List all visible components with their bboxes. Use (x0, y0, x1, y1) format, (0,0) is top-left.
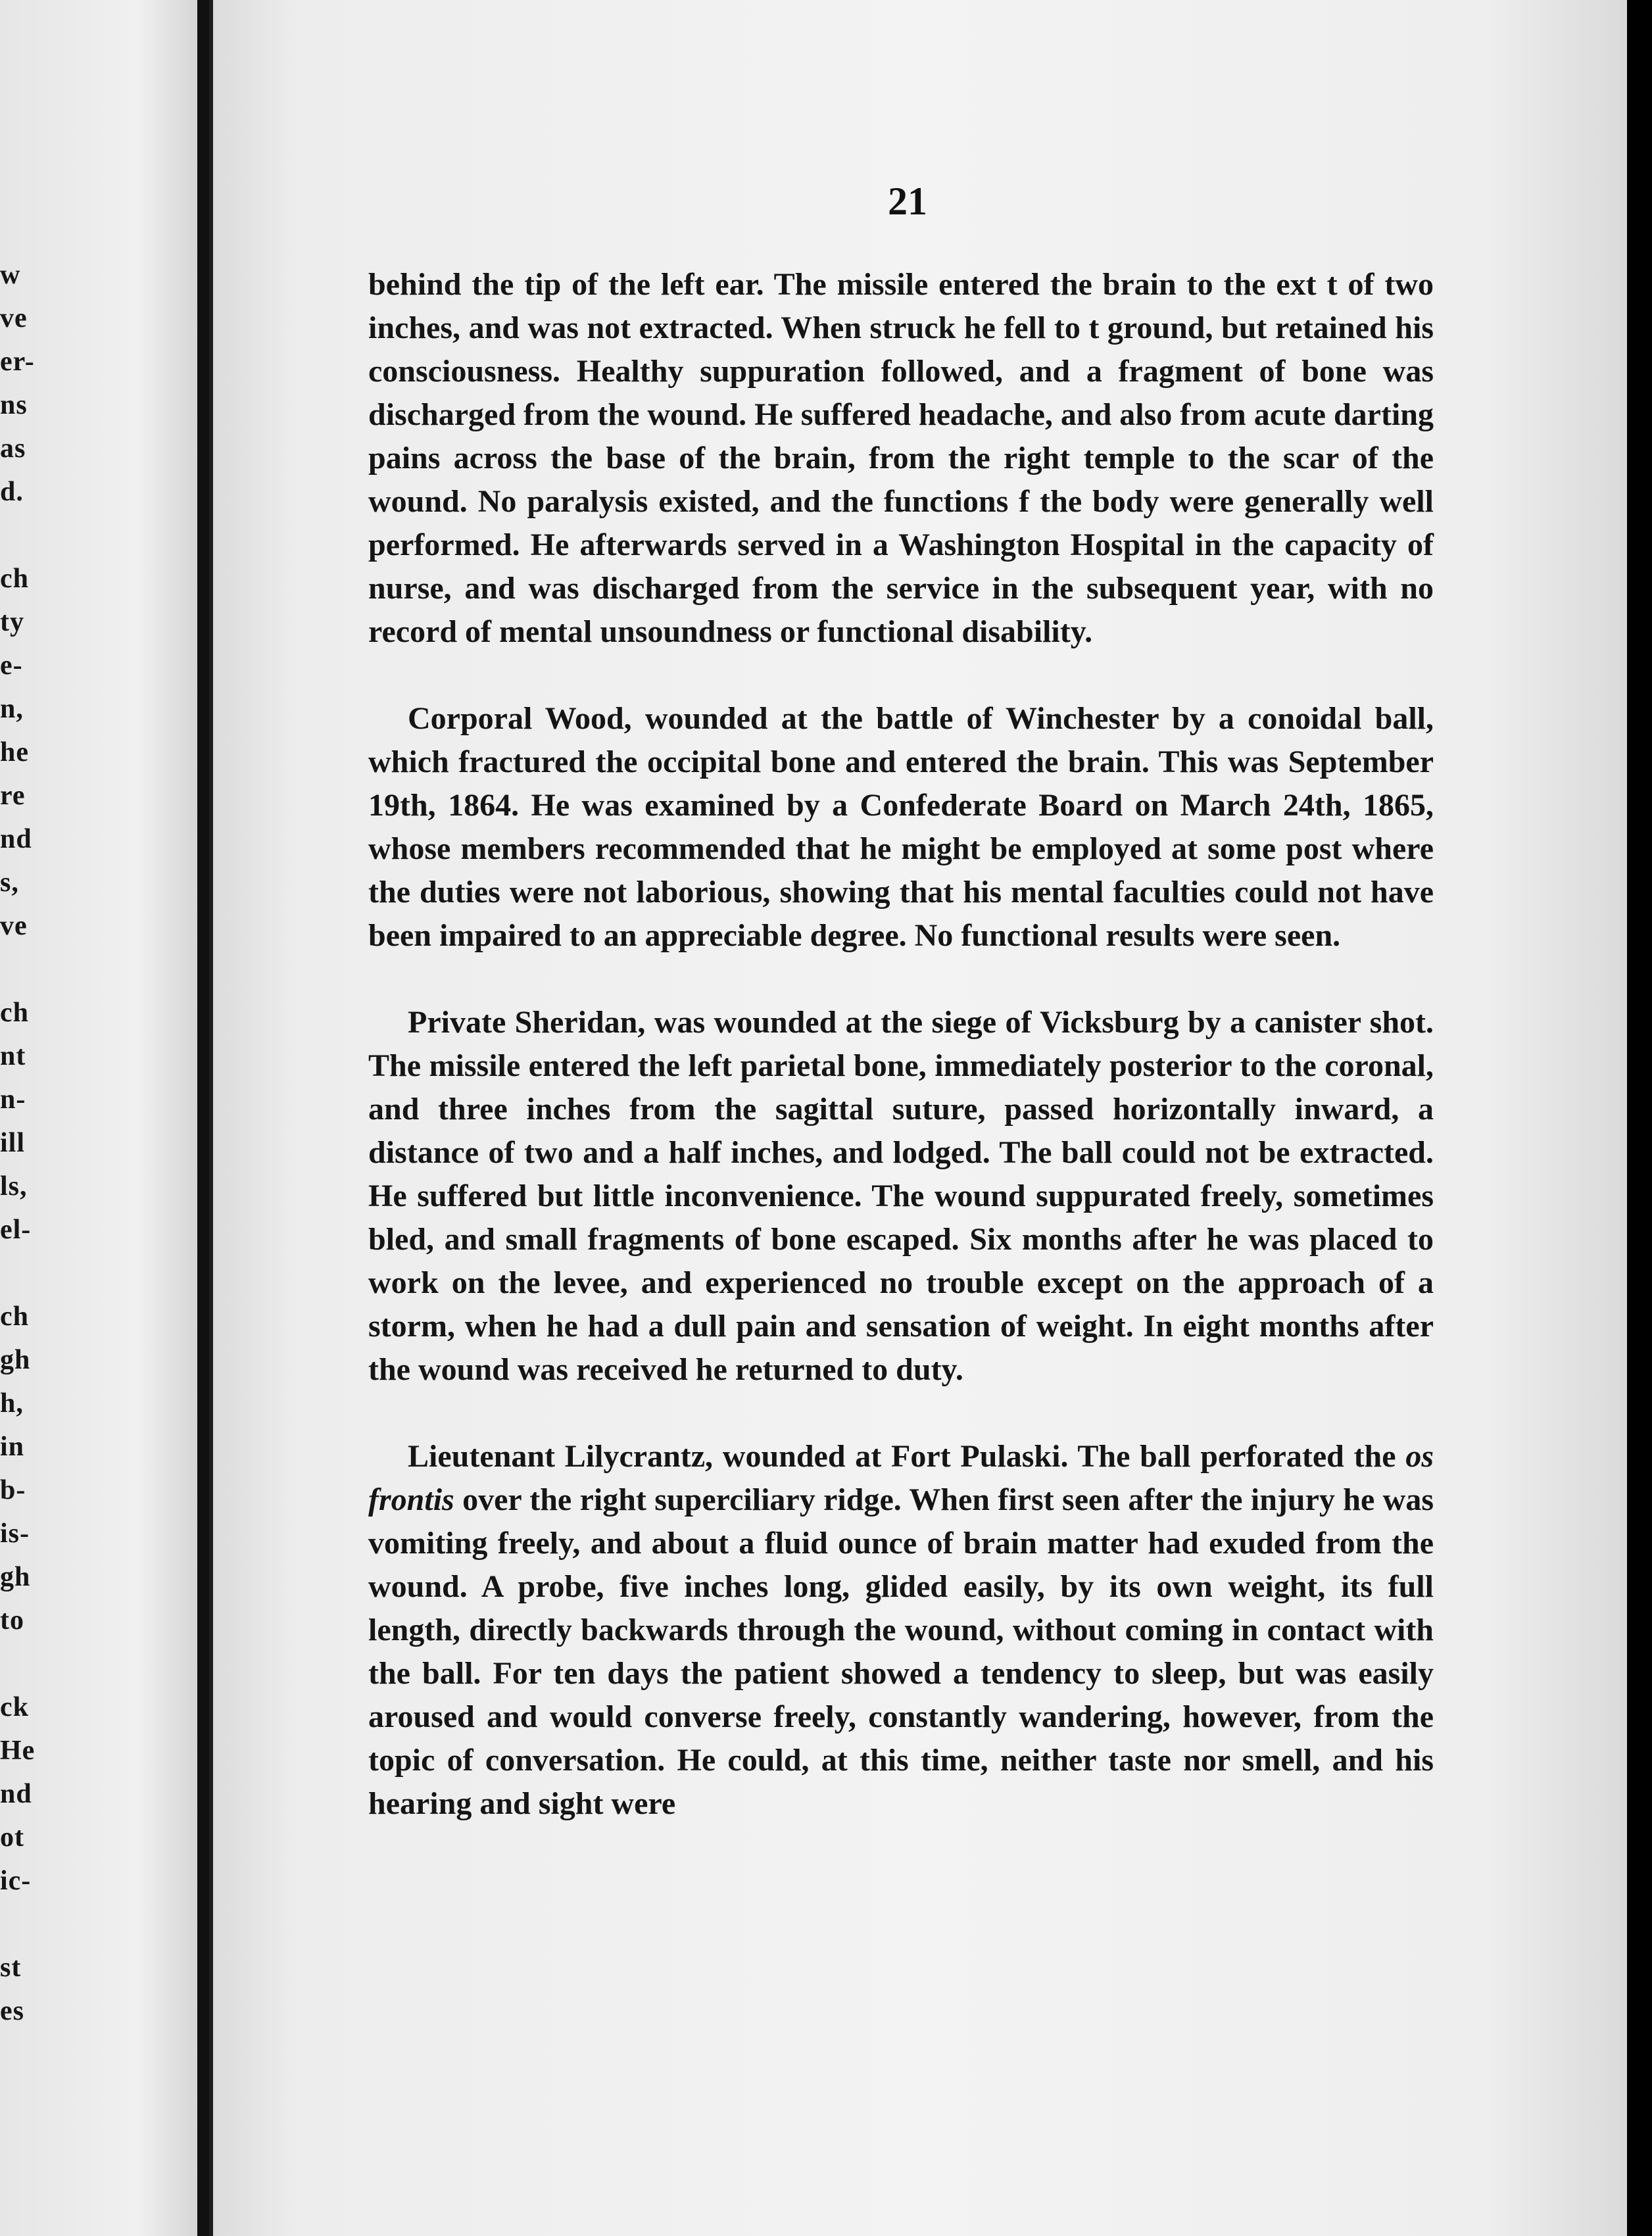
paragraph-text-part: Lieutenant Lilycrantz, wounded at Fort Pulaski. The ball perforated the (408, 1439, 1406, 1474)
facing-page-fragment (0, 0, 197, 2236)
margin-fragment: ch (0, 998, 29, 1028)
paragraph-private-sheridan: Private Sheridan, was wounded at the siege of Vicksburg by a canister shot. The missile entered the left parietal bone, immediately posterior to the coronal, and three inches from the sagittal suture, passed horizontally inward, a distance of two and a half inches, and lodged. The ball could not be extracted. He suffered but little inconvenience. The wound suppurated freely, sometimes bled, and small fragments of bone escaped. Six months after he was placed to work on the levee, and experienced no trouble except on the approach of a storm, when he had a dull pain and sensation of weight. In eight months after the wound was received he returned to duty. (368, 1005, 1434, 1387)
margin-fragment (0, 514, 39, 557)
margin-fragment (0, 1252, 39, 1295)
margin-fragment: ic- (0, 1866, 32, 1896)
margin-fragment: he (0, 737, 29, 767)
margin-fragment: ot (0, 1822, 24, 1853)
margin-fragment: nd (0, 824, 32, 854)
margin-fragment: as (0, 433, 26, 464)
margin-fragment: ve (0, 911, 28, 941)
margin-fragment: el- (0, 1215, 32, 1245)
facing-page-margin-text (0, 253, 39, 2033)
margin-fragment: in (0, 1432, 25, 1462)
margin-fragment (0, 1642, 39, 1686)
margin-fragment: ch (0, 1301, 29, 1332)
margin-fragment: ve (0, 303, 28, 333)
margin-fragment: ch (0, 564, 29, 594)
margin-fragment: er- (0, 347, 35, 377)
margin-fragment: ns (0, 390, 28, 420)
margin-fragment: nt (0, 1041, 26, 1071)
margin-fragment: nd (0, 1779, 32, 1809)
paragraph-text-part: over the right superciliary ridge. When first seen after the injury he was vomiting freely, and about a fluid ounce of brain matter had exuded from the wound. A probe, five inches long, glided easily, by its own weight, its full length, directly backwards through the wound, without coming in contact with the ball. For ten days the patient showed a tendency to sleep, but was easily aroused and would converse freely, constantly wandering, however, from the topic of conversation. He could, at this time, neither taste nor smell, and his hearing and sight were (368, 1482, 1434, 1821)
body-text (368, 263, 1434, 1869)
margin-fragment: b- (0, 1475, 26, 1505)
margin-fragment (0, 1903, 39, 1946)
book-gutter (197, 0, 210, 2236)
page-edge (1627, 0, 1652, 2236)
margin-fragment: He (0, 1736, 36, 1766)
margin-fragment: st (0, 1953, 22, 1983)
margin-fragment: gh (0, 1345, 31, 1375)
margin-fragment: d. (0, 477, 24, 507)
paragraph-corporal-wood: Corporal Wood, wounded at the battle of Winchester by a conoidal ball, which fractured the occipital bone and entered the brain. This was September 19th, 1864. He was examined by a Confederate Board on March 24th, 1865, whose members recommended that he might be employed at some post where the duties were not laborious, showing that his mental faculties could not have been impaired to an appreciable degree. No functional results were seen. (368, 701, 1434, 953)
margin-fragment: ck (0, 1692, 29, 1722)
margin-fragment: e- (0, 650, 23, 681)
margin-fragment: h, (0, 1388, 24, 1419)
italic-term: os frontis (368, 1439, 1434, 1517)
margin-fragment: n- (0, 1084, 26, 1115)
margin-fragment: es (0, 1996, 24, 2026)
margin-fragment: is- (0, 1519, 30, 1549)
margin-fragment: to (0, 1605, 24, 1636)
margin-fragment: n, (0, 694, 24, 724)
margin-fragment: ls, (0, 1171, 28, 1202)
margin-fragment: gh (0, 1562, 31, 1592)
page-number: 21 (888, 180, 927, 223)
margin-fragment: ty (0, 607, 24, 637)
margin-fragment: w (0, 260, 21, 290)
paragraph-continued: behind the tip of the left ear. The missile entered the brain to the ext t of two inches, and was not extracted. When struck he fell to t ground, but retained his consciousness. Healthy suppuration followed, and a fragment of bone was discharged from the wound. He suffered headache, and also from acute darting pains across the base of the brain, from the right temple to the scar of the wound. No paralysis existed, and the functions f the body were generally well performed. He afterwards served in a Washington Hospital in the capacity of nurse, and was discharged from the service in the subsequent year, with no record of mental unsoundness or functional disability. (368, 267, 1434, 649)
margin-fragment: ill (0, 1128, 26, 1158)
margin-fragment: re (0, 781, 26, 811)
paragraph-lieutenant-lilycrantz (368, 1435, 1434, 1826)
margin-fragment (0, 948, 39, 991)
margin-fragment: s, (0, 867, 19, 898)
